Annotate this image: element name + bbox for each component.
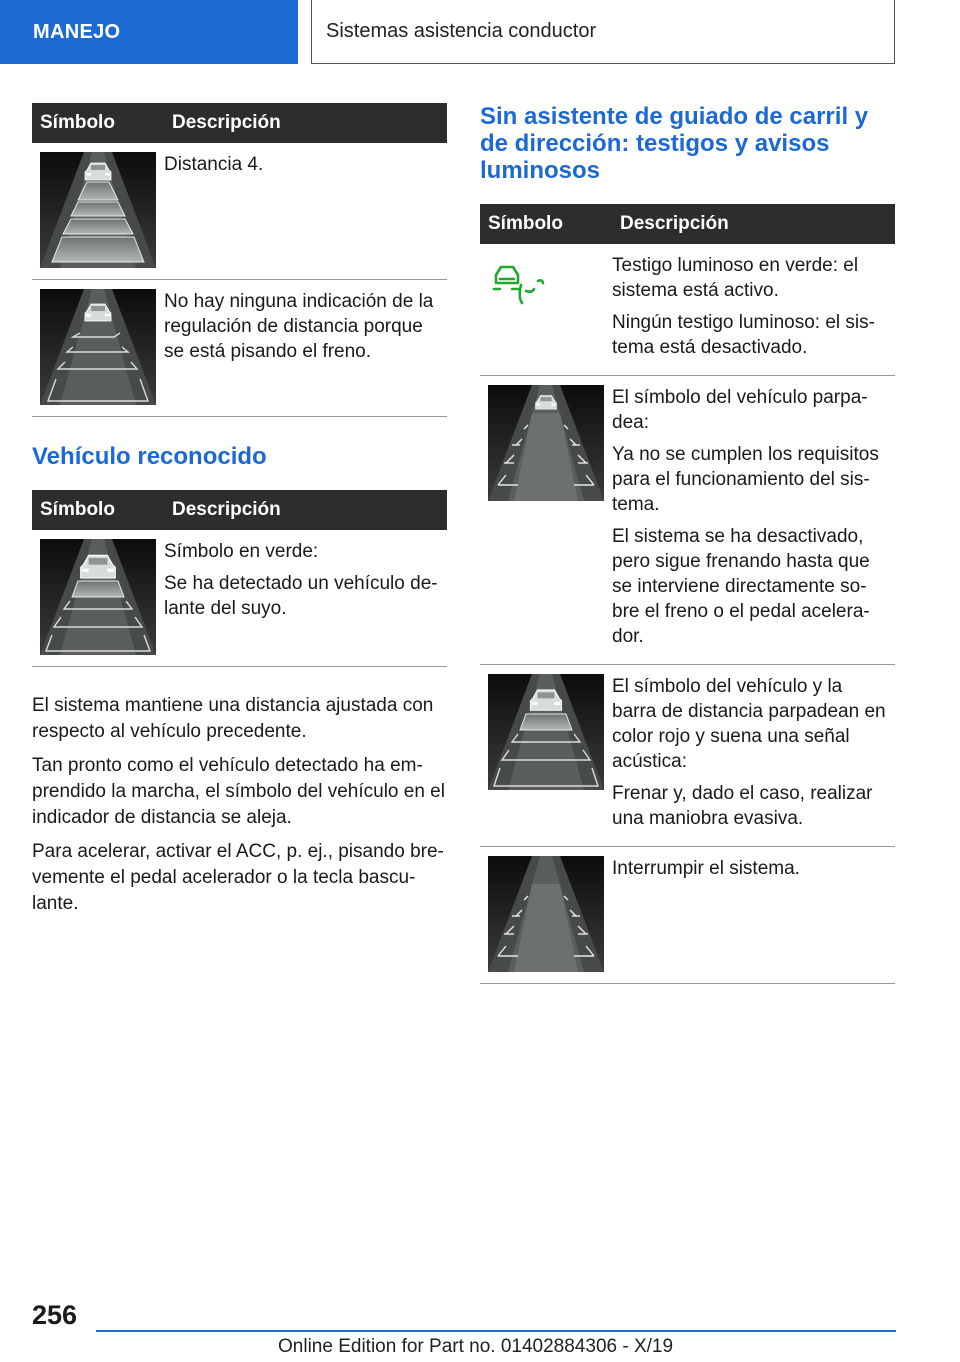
table-row — [32, 280, 447, 417]
section-heading-vehicle-detected: Vehículo reconocido — [32, 443, 267, 470]
row-description: Ya no se cumplen los requisitos para el funcionamiento del sistema. — [612, 444, 879, 515]
row-description: Ningún testigo luminoso: el sistema está desactivado. — [612, 312, 875, 358]
row-description: Interrumpir el sistema. — [612, 858, 800, 879]
table-row — [480, 244, 895, 376]
paragraph: El sistema mantiene una distancia ajustada con respecto al vehículo precedente. — [32, 695, 434, 742]
row-description: No hay ninguna indicación de la regulación de distancia porque se está pisando el freno. — [164, 291, 434, 362]
section-heading-no-lane-assist: Sin asistente de guiado de carril y de dirección: testigos y avisos luminosos — [480, 103, 869, 184]
vehicle-detected-green-icon — [40, 539, 156, 655]
vehicle-flashing-icon — [488, 385, 604, 501]
chapter-title: Sistemas asistencia conductor — [326, 20, 597, 42]
system-interrupt-icon — [488, 856, 604, 972]
footer-divider — [96, 1330, 896, 1332]
vehicle-distance-red-icon — [488, 674, 604, 790]
symbol-table-vehicle — [32, 490, 447, 667]
page-number: 256 — [32, 1300, 78, 1330]
table-header-symbol: Símbolo — [480, 204, 612, 244]
row-description: Símbolo en verde: — [164, 541, 319, 562]
footer-edition: Online Edition for Part no. 01402884306 - X/19 — [278, 1336, 674, 1357]
row-description: Distancia 4. — [164, 154, 264, 175]
acc-green-indicator-icon — [488, 259, 548, 309]
symbol-table-indicators — [480, 204, 895, 984]
table-row — [32, 143, 447, 280]
symbol-table-distance — [32, 103, 447, 417]
body-text — [32, 693, 447, 917]
table-header-description: Descripción — [612, 204, 895, 244]
table-header-description: Descripción — [164, 103, 447, 143]
row-description: Testigo luminoso en verde: el sistema está activo. — [612, 255, 859, 301]
table-header-description: Descripción — [164, 490, 447, 530]
left-column — [32, 103, 447, 925]
table-row — [32, 530, 447, 667]
row-description: El sistema se ha desactivado, pero sigue frenando hasta que se interviene directamente sobre el freno o el pedal acelerador. — [612, 526, 870, 647]
section-tab — [0, 0, 298, 64]
table-row — [480, 847, 895, 984]
table-header-symbol: Símbolo — [32, 103, 164, 143]
section-title: MANEJO — [33, 20, 121, 43]
paragraph: Tan pronto como el vehículo detectado ha emprendido la marcha, el símbolo del vehículo en el indicador de distancia se aleja. — [32, 755, 445, 828]
right-column — [480, 103, 895, 984]
chapter-tab — [311, 0, 895, 64]
distance-4-car-icon — [40, 152, 156, 268]
row-description: El símbolo del vehículo parpadea: — [612, 387, 868, 433]
row-description: El símbolo del vehículo y la barra de distancia parpadean en color rojo y suena una señal acústica: — [612, 676, 886, 772]
table-row — [480, 376, 895, 665]
table-row — [480, 665, 895, 847]
paragraph: Para acelerar, activar el ACC, p. ej., pisando brevemente el pedal acelerador o la tecla basculante. — [32, 841, 444, 914]
no-distance-brake-icon — [40, 289, 156, 405]
row-description: Se ha detectado un vehículo delante del suyo. — [164, 573, 438, 619]
table-header-symbol: Símbolo — [32, 490, 164, 530]
row-description: Frenar y, dado el caso, realizar una maniobra evasiva. — [612, 783, 873, 829]
